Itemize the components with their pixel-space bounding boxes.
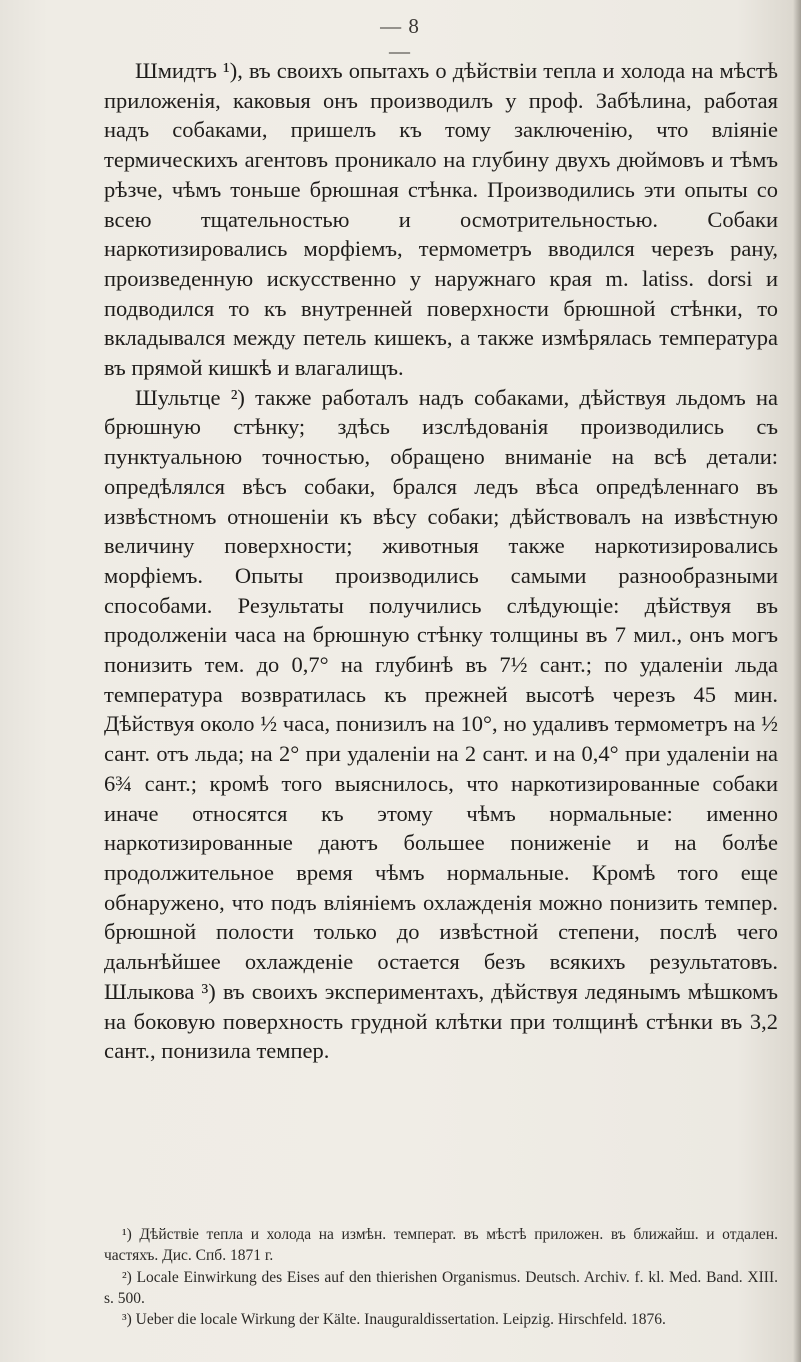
page-number: — 8 —: [380, 14, 420, 63]
footnote-2: ²) Locale Einwirkung des Eises auf den thierishen Organismus. Deutsch. Archiv. f. kl. Med. Band. XIII. s. 500.: [104, 1268, 778, 1307]
footnote-3: ³) Ueber die locale Wirkung der Kälte. Inauguraldissertation. Leipzig. Hirschfeld. 1876.: [122, 1311, 666, 1329]
paragraph-schmidt: Шмидтъ ¹), въ своихъ опытахъ о дѣйствіи тепла и холода на мѣстѣ приложенія, каковыя онъ производилъ у проф. Забѣлина, работая надъ собаками, пришелъ къ тому заключенію, что вліяніе термическихъ агентовъ проникало на глубину двухъ дюймовъ и тѣмъ рѣзче, чѣмъ тоньше брюшная стѣнка. Производились эти опыты со всею тщательностью и осмотрительностью. Собаки наркотизировались морфіемъ, термометръ вводился черезъ рану, произведенную искусственно у наружнаго края m. latiss. dorsi и подводился то къ внутренней поверхности брюшной стѣнки, то вкладывался между петель кишекъ, а также измѣрялась температура въ прямой кишкѣ и влагалищъ.: [104, 58, 778, 381]
page-edge-shadow: [793, 0, 801, 1362]
footnotes: [104, 1224, 778, 1330]
paragraph-schultze: Шультце ²) также работалъ надъ собаками, дѣйствуя льдомъ на брюшную стѣнку; здѣсь изслѣдованія производились съ пунктуальною точностью, обращено вниманіе на всѣ детали: опредѣлялся вѣсъ собаки, брался ледъ вѣса опредѣленнаго въ извѣстномъ отношеніи къ вѣсу собаки; дѣйствовалъ на извѣстную величину поверхности; животныя также наркотизировались морфіемъ. Опыты производились самыми разнообразными способами. Результаты получились слѣдующіе: дѣйствуя въ продолженіи часа на брюшную стѣнку толщины въ 7 мил., онъ могъ понизить тем. до 0,7° на глубинѣ въ 7½ сант.; по удаленіи льда температура возвратилась къ прежней высотѣ черезъ 45 мин. Дѣйствуя около ½ часа, понизилъ на 10°, но удаливъ термометръ на ½ сант. отъ льда; на 2° при удаленіи на 2 сант. и на 0,4° при удаленіи на 6¾ сант.; кромѣ того выяснилось, что наркотизированные собаки иначе относятся къ этому чѣмъ нормальные: именно наркотизированные даютъ большее пониженіе и на болѣе продолжительное время чѣмъ нормальные. Кромѣ того еще обнаружено, что подъ вліяніемъ охлажденія можно понизить темпер. брюшной полости только до извѣстной степени, послѣ чего дальнѣйшее охлажденіе остается безъ всякихъ результатовъ. Шлыкова ³) въ своихъ экспериментахъ, дѣйствуя ледянымъ мѣшкомъ на боковую поверхность грудной клѣтки при толщинѣ стѣнки въ 3,2 сант., понизила темпер.: [104, 384, 778, 1064]
body-text: [104, 56, 778, 1066]
footnote-1: ¹) Дѣйствіе тепла и холода на измѣн. температ. въ мѣстѣ приложен. въ ближайш. и отдален. частяхъ. Дис. Спб. 1871 г.: [104, 1226, 778, 1265]
